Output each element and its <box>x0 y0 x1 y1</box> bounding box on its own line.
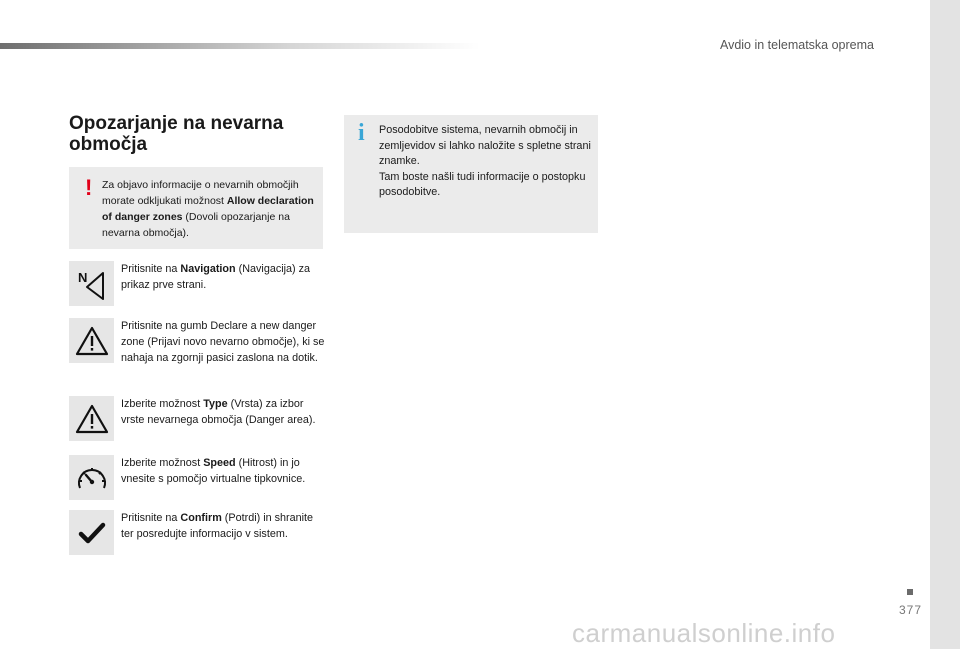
page-header-title: Avdio in telematska oprema <box>719 38 874 52</box>
warning-text: Za objavo informacije o nevarnih območjih morate odkljukati možnost Allow declaration of danger zones (Dovoli opozarjanje na nevarna območja). <box>102 179 314 239</box>
svg-text:N: N <box>77 269 87 285</box>
section-title-line1: Opozarjanje na nevarna <box>69 113 284 134</box>
step-text: Izberite možnost Speed (Hitrost) in jo vnesite s pomočjo virtualne tipkovnice. <box>121 457 306 485</box>
section-title <box>69 113 319 155</box>
step-text: Pritisnite na gumb Declare a new danger zone (Prijavi novo nevarno območje), ki se nahaja na zgornji pasici zaslona na dotik. <box>121 320 325 364</box>
watermark: carmanualsonline.info <box>572 618 836 648</box>
info-notice <box>344 115 598 233</box>
navigation-icon <box>69 261 114 306</box>
side-margin-strip <box>930 0 960 649</box>
step-text: Pritisnite na Confirm (Potrdi) in shranite ter posredujte informacijo v sistem. <box>121 512 314 540</box>
speedometer-icon <box>69 455 114 500</box>
checkmark-icon <box>69 510 114 555</box>
info-icon: i <box>358 120 365 146</box>
page-marker <box>907 589 913 595</box>
warning-notice <box>69 167 323 249</box>
step-text: Izberite možnost Type (Vrsta) za izbor vrste nevarnega območja (Danger area). <box>121 398 316 426</box>
info-text: Posodobitve sistema, nevarnih območij in zemljevidov si lahko naložite s spletne strani znamke. Tam boste našli tudi informacije o postopku posodobitve. <box>379 124 591 198</box>
warning-exclamation-icon: ! <box>85 175 93 200</box>
section-title-line2: območja <box>69 134 148 155</box>
warning-triangle-icon <box>69 318 114 363</box>
step-text: Pritisnite na Navigation (Navigacija) za prikaz prve strani. <box>121 263 311 291</box>
page-number: 377 <box>899 603 923 617</box>
header-rule <box>0 43 480 49</box>
warning-triangle-icon <box>69 396 114 441</box>
